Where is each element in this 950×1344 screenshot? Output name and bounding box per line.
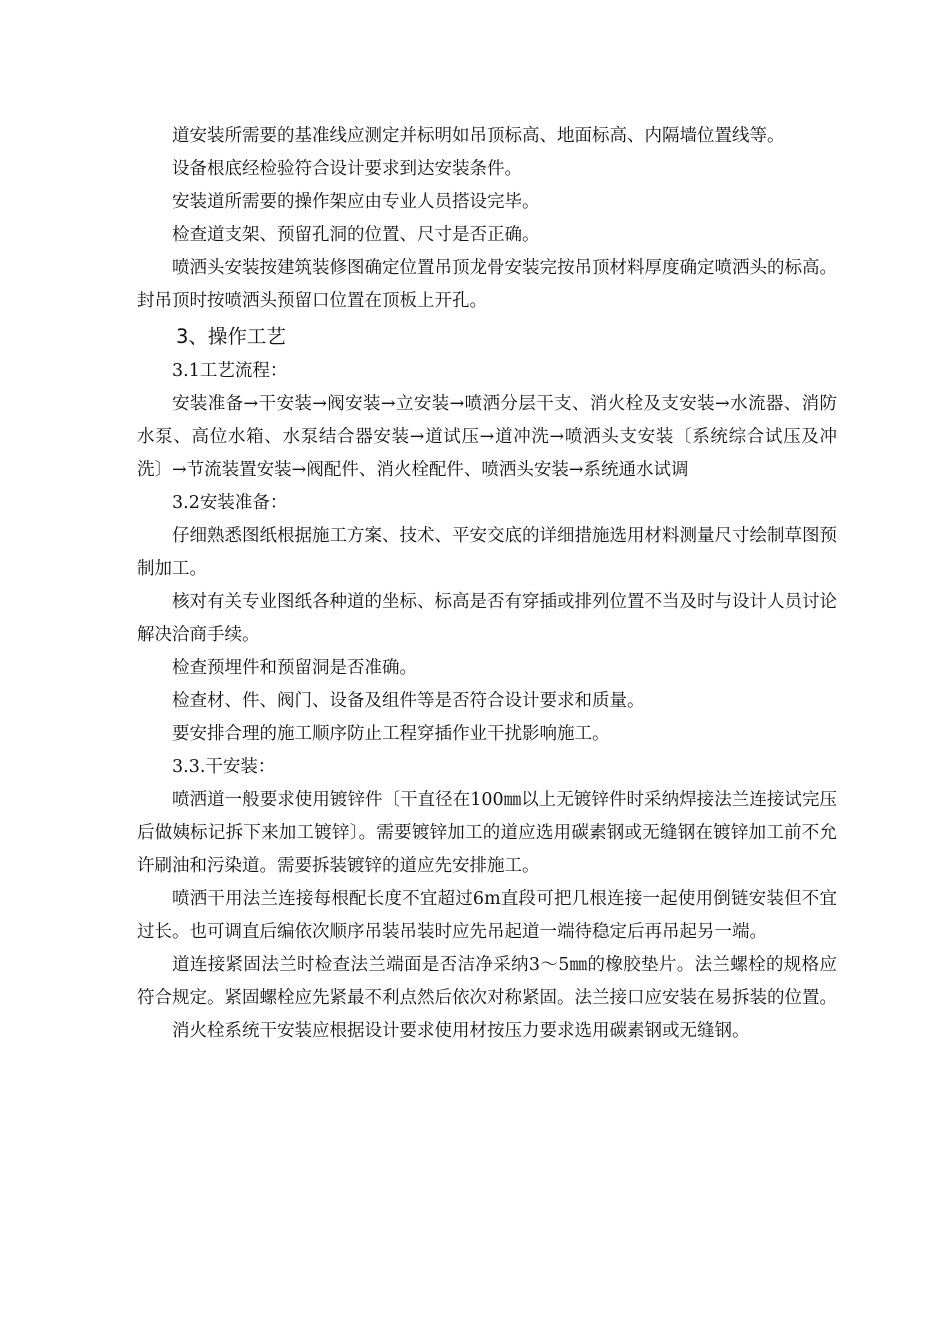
subsection-heading-process-flow: 3.1工艺流程： [172,361,288,381]
paragraph-main-pipe-galvanized: 喷洒道一般要求使用镀锌件〔干直径在100㎜以上无镀锌件时采纳焊接法兰连接试完压后做姨标记拆下来加工镀锌〕。需要镀锌加工的道应选用碳素钢或无缝钢在镀锌加工前不允许刷油和污染道。需要拆装镀锌的道应先安排施工。 [137,790,837,876]
paragraph-main-pipe-flange: 喷洒干用法兰连接每根配长度不宜超过6m直段可把几根连接一起使用倒链安装但不宜过长。也可调直后编依次顺序吊装吊装时应先吊起道一端待稳定后再吊起另一端。 [137,889,837,942]
subsection-heading-preparation: 3.2安装准备： [172,493,288,513]
paragraph-flange-fastening: 道连接紧固法兰时检查法兰端面是否洁净采纳3～5㎜的橡胶垫片。法兰螺栓的规格应符合规定。紧固螺栓应先紧最不利点然后依次对称紧固。法兰接口应安装在易拆装的位置。 [137,955,837,1008]
paragraph-scaffolding: 安装道所需要的操作架应由专业人员搭设完毕。 [172,192,540,212]
paragraph-prep-coordinates: 核对有关专业图纸各种道的坐标、标高是否有穿插或排列位置不当及时与设计人员讨论解决洽商手续。 [137,592,837,645]
paragraph-sprinkler-position: 喷洒头安装按建筑装修图确定位置吊顶龙骨安装完按吊顶材料厚度确定喷洒头的标高。封吊顶时按喷洒头预留口位置在顶板上开孔。 [137,258,837,311]
paragraph-baseline-marking: 道安装所需要的基准线应测定并标明如吊顶标高、地面标高、内隔墙位置线等。 [172,126,785,146]
document-body [137,120,837,1048]
paragraph-process-flow: 安装准备→干安装→阀安装→立安装→喷洒分层干支、消火栓及支安装→水流器、消防水泵、高位水箱、水泵结合器安装→道试压→道冲洗→喷洒头支安装〔系统综合试压及冲洗〕→节流装置安装→阀配件、消火栓配件、喷洒头安装→系统通水试调 [137,394,837,480]
paragraph-prep-embedded: 检查预埋件和预留洞是否准确。 [172,658,417,678]
paragraph-prep-drawings: 仔细熟悉图纸根据施工方案、技术、平安交底的详细措施选用材料测量尺寸绘制草图预制加工。 [137,526,837,579]
paragraph-equipment-foundation: 设备根底经检验符合设计要求到达安装条件。 [172,159,522,179]
paragraph-hydrant-main-pipe: 消火栓系统干安装应根据设计要求使用材按压力要求选用碳素钢或无缝钢。 [172,1021,750,1041]
paragraph-prep-materials: 检查材、件、阀门、设备及组件等是否符合设计要求和质量。 [172,691,645,711]
paragraph-check-supports: 检查道支架、预留孔洞的位置、尺寸是否正确。 [172,225,540,245]
section-heading: 3、操作工艺 [176,325,286,348]
paragraph-prep-sequence: 要安排合理的施工顺序防止工程穿插作业干扰影响施工。 [172,724,610,744]
subsection-heading-main-pipe: 3.3.干安装： [172,757,276,777]
